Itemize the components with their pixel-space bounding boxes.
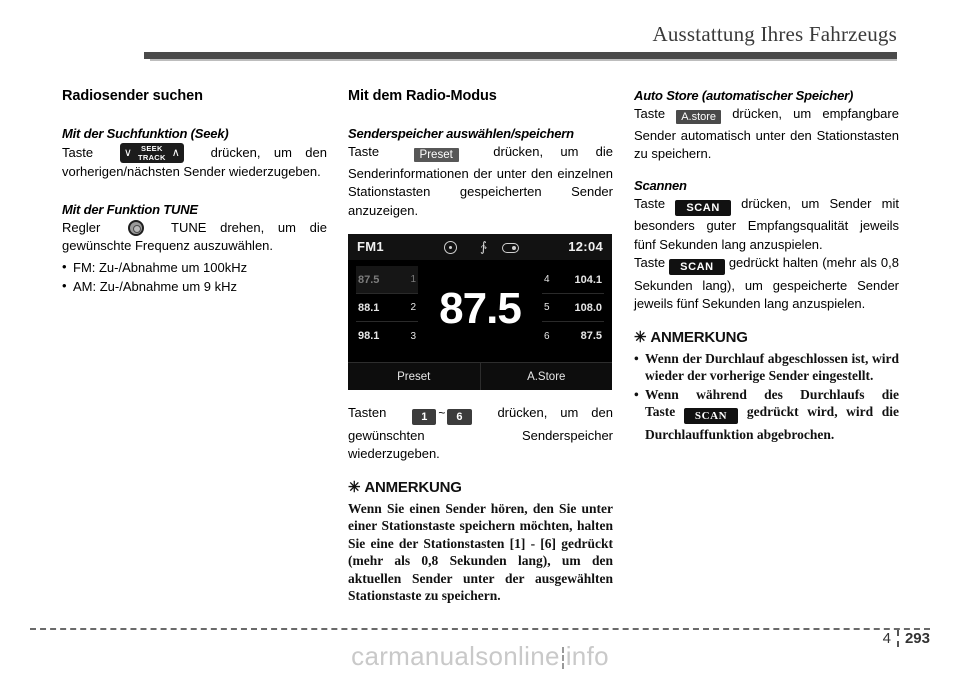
footer-divider — [30, 628, 930, 630]
radio-bottom-bar — [348, 362, 612, 390]
seek-text-after: drücken, um den vorherigen/nächsten Sender wiederzugeben. — [62, 145, 327, 179]
watermark-separator — [562, 647, 564, 669]
track-label: TRACK — [137, 153, 166, 162]
note-heading-label: ANMERKUNG — [364, 478, 462, 496]
page-number-divider — [897, 630, 899, 647]
subtitle-auto-store: Auto Store (automatischer Speicher) — [634, 88, 854, 103]
seek-label: SEEK — [141, 144, 163, 153]
watermark-left-text: carmanualsonline — [351, 641, 560, 671]
header-rule — [62, 52, 897, 59]
astore-text-before: Taste — [634, 106, 666, 121]
scan-key-icon: SCAN — [684, 408, 738, 424]
note-star-icon: ✳ — [634, 328, 647, 346]
preset-number: 4 — [544, 274, 550, 285]
note-bullet2-before: Wenn während des Durchlaufs die Taste — [645, 386, 899, 419]
section-title-radiosender-suchen: Radiosender suchen — [62, 88, 203, 104]
preset-row-6[interactable] — [542, 322, 604, 350]
note-list-right — [634, 350, 899, 444]
page-number: 293 — [904, 630, 930, 647]
preset-frequency: 87.5 — [358, 273, 380, 286]
header-rule-cap — [62, 52, 144, 59]
page-number-block — [883, 630, 930, 647]
radio-display-image — [348, 234, 612, 390]
scan1-text-before: Taste — [634, 195, 666, 211]
preset-frequency: 87.5 — [580, 330, 602, 342]
preset-key-6-icon: 6 — [447, 409, 471, 425]
note-heading-label: ANMERKUNG — [650, 328, 748, 346]
preset-text-before: Taste — [348, 144, 380, 159]
preset-row-4[interactable] — [542, 266, 604, 294]
seek-track-key-icon — [120, 143, 184, 163]
note-heading-middle — [348, 478, 613, 496]
page-title: Ausstattung Ihres Fahrzeugs — [652, 22, 897, 46]
scan2-text-after: gedrückt halten (mehr als 0,8 Sekunden lang), um gespeicherte Sender jeweils fünf Sekunden lang anzuspielen. — [634, 255, 899, 311]
note-bullet2-after: gedrückt wird, wird die Durchlauffunktion abgebrochen. — [645, 404, 900, 442]
preset-text-after: drücken, um die Senderinformationen der unter den einzelnen Stationstasten gespeicherten Sender anzuzeigen. — [348, 144, 613, 218]
seek-text-before: Taste — [62, 145, 94, 160]
chevron-left-icon: ∨ — [123, 146, 132, 159]
subtitle-tune: Mit der Funktion TUNE — [62, 201, 198, 217]
paragraph-preset-select — [348, 143, 613, 220]
preset-row-5[interactable] — [542, 294, 604, 322]
tune-text-after: TUNE drehen, um die gewünschte Frequenz auszuwählen. — [62, 219, 327, 253]
preset-number: 6 — [544, 330, 550, 342]
preset-frequency: 98.1 — [358, 330, 380, 342]
radio-current-frequency: 87.5 — [439, 284, 521, 333]
radio-band-label: FM1 — [357, 239, 384, 254]
header-rule-shadow — [150, 59, 897, 61]
column-middle — [348, 88, 613, 605]
preset-key-icon: Preset — [414, 148, 459, 162]
watermark — [0, 641, 960, 672]
section-title-radio-modus: Mit dem Radio-Modus — [348, 88, 497, 104]
paragraph-scan-1 — [634, 195, 899, 255]
preset-keys-text-before: Tasten — [348, 405, 387, 420]
column-left — [62, 88, 327, 296]
watermark-right-text: info — [565, 641, 609, 671]
scan-key-icon: SCAN — [675, 200, 731, 216]
tune-text-before: Regler — [62, 219, 101, 235]
list-item: • AM: Zu-/Abnahme um 9 kHz — [62, 277, 327, 296]
section-number: 4 — [882, 630, 891, 647]
radio-preset-button[interactable]: Preset — [348, 362, 480, 390]
aux-icon — [502, 243, 519, 253]
list-item: • FM: Zu-/Abnahme um 100kHz — [62, 258, 327, 277]
column-right — [634, 88, 899, 444]
list-item: • Wenn der Durchlauf abgeschlossen ist, wird wieder der vorherige Sender eingestellt. — [634, 350, 899, 385]
radio-astore-button[interactable]: A.Store — [480, 362, 613, 390]
paragraph-preset-keys — [348, 404, 613, 464]
preset-list-right — [542, 266, 604, 350]
subtitle-scannen: Scannen — [634, 177, 687, 193]
list-item — [634, 386, 899, 444]
paragraph-seek — [62, 143, 327, 182]
subtitle-seek: Mit der Suchfunktion (Seek) — [62, 126, 229, 141]
scan-key-icon: SCAN — [669, 259, 725, 275]
usb-icon: ∱ — [480, 240, 487, 255]
preset-number: 3 — [410, 330, 416, 342]
preset-frequency: 88.1 — [358, 301, 380, 314]
preset-number: 2 — [410, 302, 416, 313]
preset-frequency: 104.1 — [574, 273, 602, 286]
preset-key-1-icon: 1 — [412, 409, 436, 425]
tune-bullet-list — [62, 258, 327, 296]
note-star-icon: ✳ — [348, 478, 361, 496]
chevron-right-icon: ∧ — [171, 146, 180, 159]
astore-key-icon: A.store — [676, 110, 721, 124]
note-body-middle: Wenn Sie einen Sender hören, den Sie unter einer Stationstaste speichern möchten, halten Sie eine der Stationstasten [1] - [6] gedrückt (mehr als 0,8 Sekunden lang), um den aktuellen Sender unter der ausgewählten Stationstaste zu speichern. — [348, 500, 613, 603]
paragraph-auto-store — [634, 105, 899, 164]
range-separator: ~ — [438, 406, 446, 420]
paragraph-tune — [62, 219, 327, 256]
astore-text-after: drücken, um empfangbare Sender automatisch unter den Stationstasten zu speichern. — [634, 106, 899, 161]
tune-knob-icon — [128, 220, 144, 236]
page-header — [0, 22, 960, 66]
disc-icon — [444, 241, 457, 254]
subtitle-senderspeicher: Senderspeicher auswählen/speichern — [348, 126, 574, 141]
preset-number: 5 — [544, 302, 550, 313]
radio-status-icons — [444, 240, 524, 255]
scan1-text-after: drücken, um Sender mit besonders guter Empfangsqualität jeweils fünf Sekunden lang anzuspielen. — [634, 195, 899, 252]
paragraph-scan-2 — [634, 254, 899, 314]
preset-number: 1 — [410, 274, 416, 285]
preset-frequency: 108.0 — [574, 301, 602, 314]
scan2-text-before: Taste — [634, 255, 666, 270]
radio-clock: 12:04 — [568, 239, 603, 254]
note-heading-right — [634, 328, 899, 346]
preset-keys-text-after: drücken, um den gewünschten Senderspeicher wiederzugeben. — [348, 405, 613, 461]
